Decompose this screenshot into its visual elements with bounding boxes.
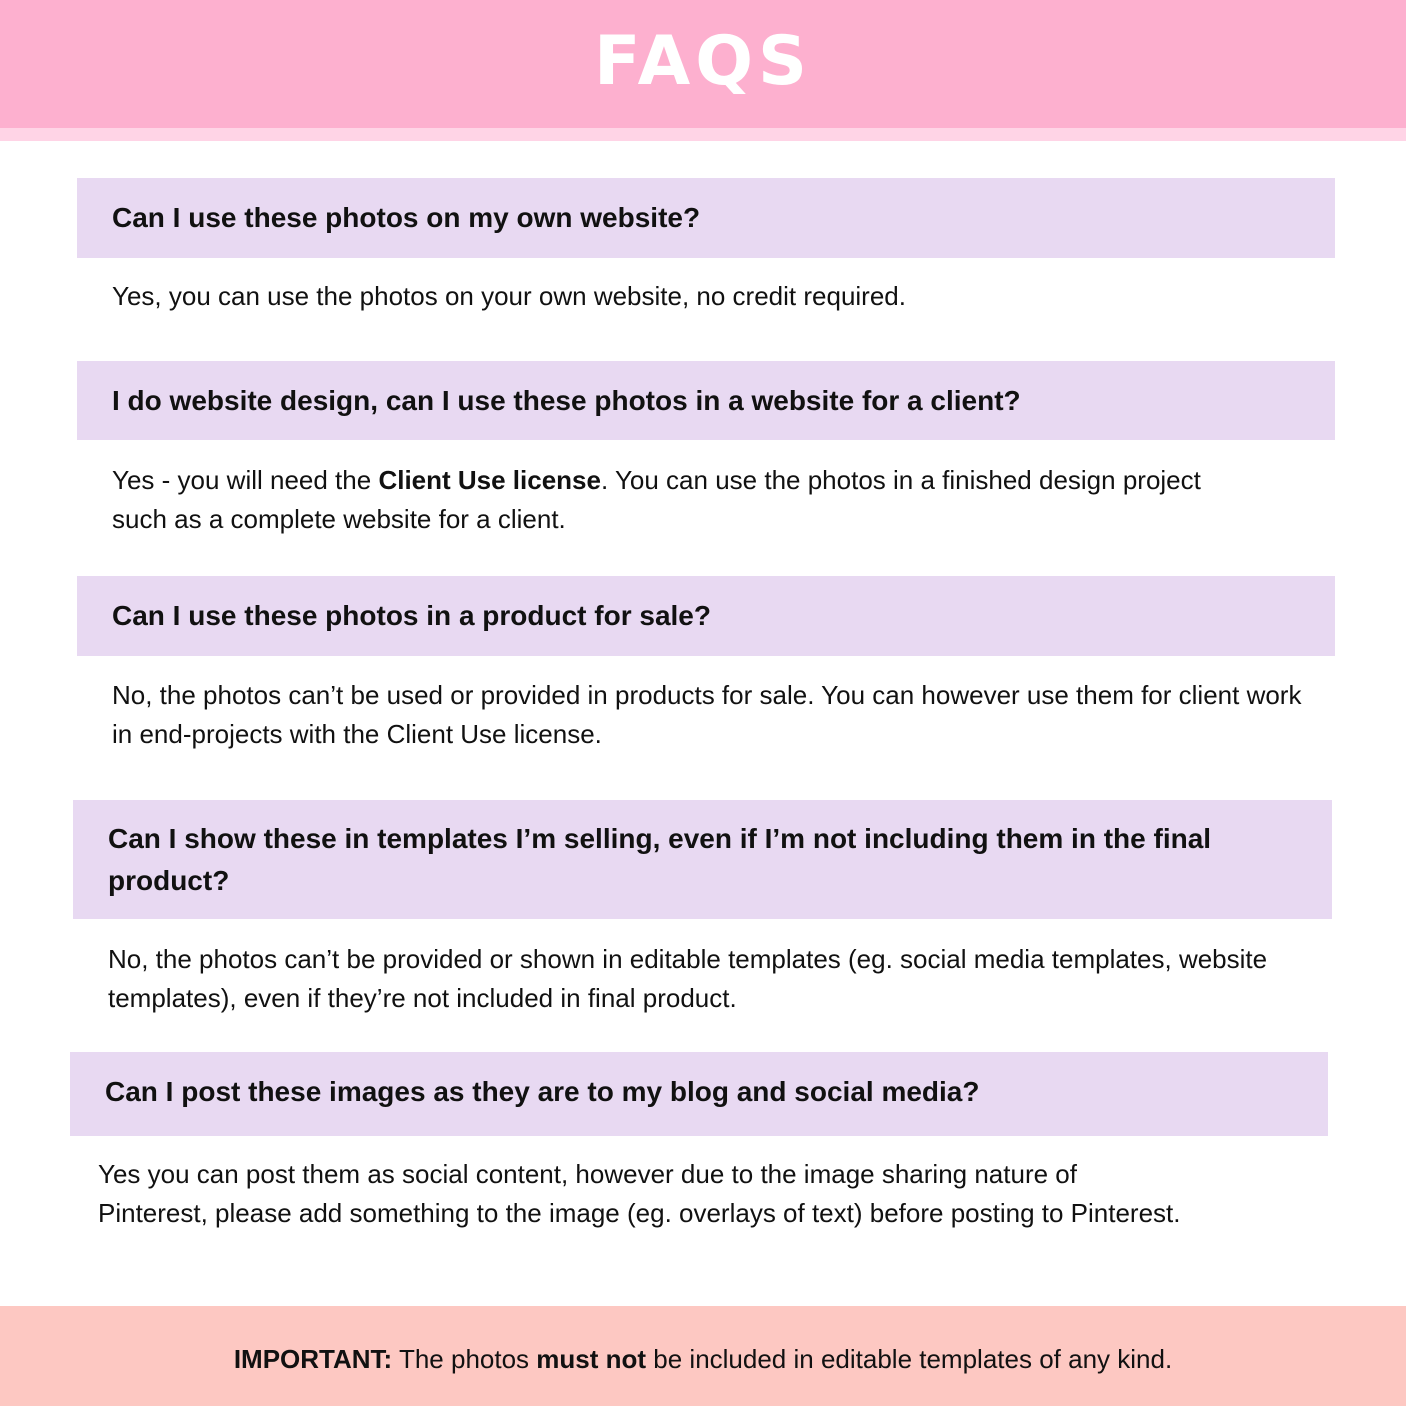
page-title: FAQS — [593, 22, 813, 101]
notice-emphasis: must not — [536, 1344, 647, 1374]
faq-answer-text: . You can use the photos in a finished design project such as a complete website for a client. — [112, 465, 1201, 534]
important-notice — [0, 1339, 1406, 1379]
faq-answer-text: Yes - you will need the — [112, 465, 379, 495]
faq-answer — [112, 277, 1312, 316]
faq-answer-text: Yes you can post them as social content, however due to the image sharing nature of Pinterest, please add something to the image (eg. overlays of text) before posting to Pinterest. — [98, 1159, 1181, 1228]
faq-answer — [98, 1155, 1188, 1233]
faq-question: Can I post these images as they are to my blog and social media? — [105, 1076, 980, 1107]
faq-question: Can I use these photos in a product for sale? — [112, 600, 711, 631]
faq-answer — [112, 676, 1312, 754]
faq-answer-text: No, the photos can’t be used or provided in products for sale. You can however use them for client work in end-projects with the Client Use license. — [112, 680, 1302, 749]
header-divider — [0, 128, 1406, 141]
faq-answer-text: Yes, you can use the photos on your own website, no credit required. — [112, 281, 906, 311]
notice-text: The photos — [392, 1344, 537, 1374]
notice-text: be included in editable templates of any kind. — [646, 1344, 1173, 1374]
license-name: Client Use license — [378, 465, 601, 495]
faq-answer-text: No, the photos can’t be provided or shown in editable templates (eg. social media templates, website templates), even if they’re not included in final product. — [108, 944, 1268, 1013]
faq-question: I do website design, can I use these photos in a website for a client? — [112, 385, 1021, 416]
faq-answer — [112, 461, 1222, 539]
faq-answer — [108, 940, 1318, 1018]
faq-question: Can I show these in templates I’m selling, even if I’m not including them in the final product? — [108, 823, 1212, 896]
faq-question: Can I use these photos on my own website? — [112, 202, 701, 233]
important-label: IMPORTANT: — [233, 1344, 393, 1374]
